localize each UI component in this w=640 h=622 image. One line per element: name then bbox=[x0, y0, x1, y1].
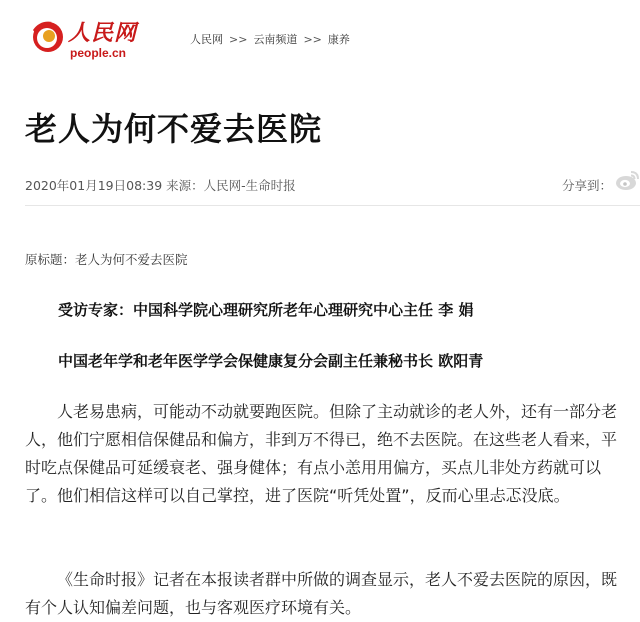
site-logo[interactable] bbox=[30, 18, 150, 66]
article-title: 老人为何不爱去医院 bbox=[25, 110, 323, 148]
breadcrumb-separator: >> bbox=[229, 33, 248, 46]
breadcrumb-health[interactable]: 康养 bbox=[327, 33, 350, 46]
people-daily-emblem-icon bbox=[30, 18, 66, 54]
logo-chinese-text: 人民网 bbox=[68, 20, 138, 46]
breadcrumb-home[interactable]: 人民网 bbox=[190, 33, 223, 46]
article-meta: 2020年01月19日08:39 来源：人民网-生命时报 bbox=[25, 178, 296, 193]
breadcrumb bbox=[190, 31, 350, 47]
logo-english-text: people.cn bbox=[70, 46, 127, 60]
header-divider bbox=[25, 205, 640, 206]
expert-line: 中国老年学和老年医学学会保健康复分会副主任兼秘书长 欧阳青 bbox=[58, 352, 484, 370]
article-paragraph: 《生命时报》记者在本报读者群中所做的调查显示，老人不爱去医院的原因，既有个人认知偏差问题，也与客观医疗环境有关。 bbox=[25, 570, 618, 617]
weibo-icon[interactable] bbox=[614, 168, 640, 194]
share-label: 分享到： bbox=[562, 178, 613, 193]
breadcrumb-separator: >> bbox=[303, 33, 322, 46]
expert-line: 受访专家：中国科学院心理研究所老年心理研究中心主任 李 娟 bbox=[58, 301, 474, 319]
original-title: 原标题：老人为何不爱去医院 bbox=[25, 252, 188, 267]
article-paragraph: 人老易患病，可能动不动就要跑医院。但除了主动就诊的老人外，还有一部分老人，他们宁愿相信保健品和偏方，非到万不得已，绝不去医院。在这些老人看来，平时吃点保健品可延缓衰老、强身健体；有点小恙用用偏方，买点儿非处方药就可以了。他们相信这样可以自己掌控，进了医院“听凭处置”，反而心里忐忑没底。 bbox=[25, 402, 618, 505]
breadcrumb-yunnan[interactable]: 云南频道 bbox=[253, 33, 298, 46]
site-header bbox=[0, 0, 640, 80]
